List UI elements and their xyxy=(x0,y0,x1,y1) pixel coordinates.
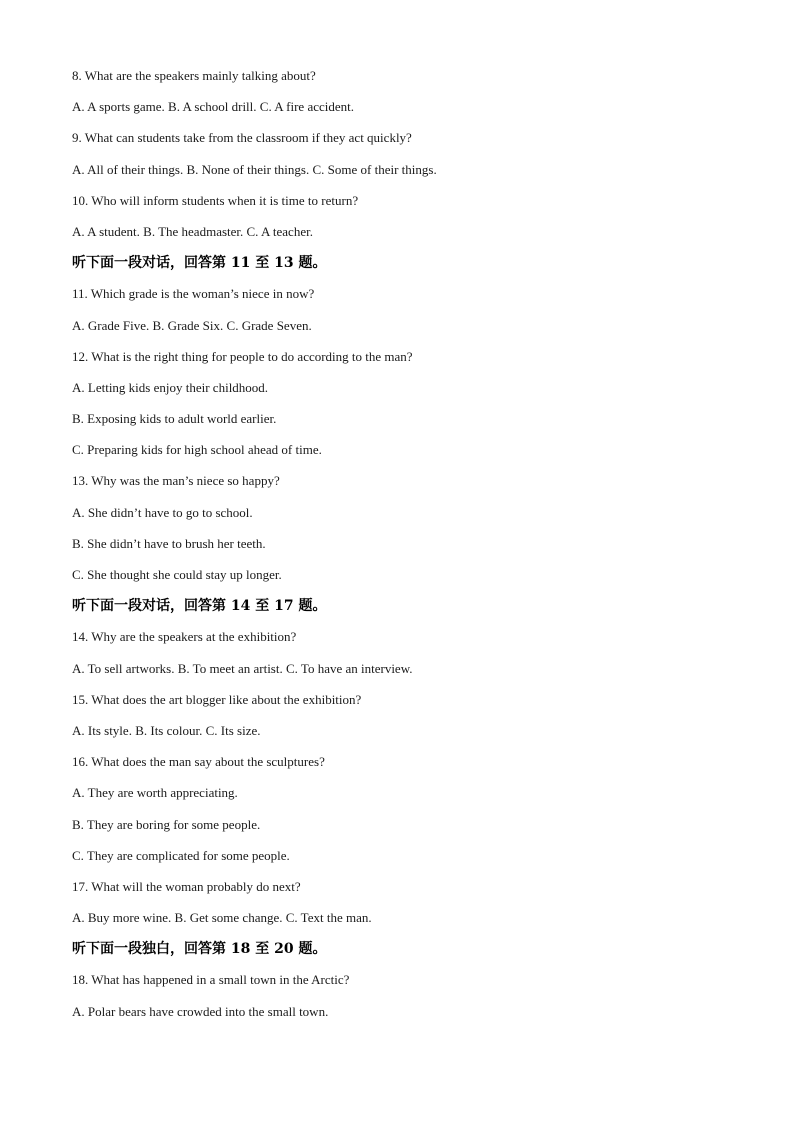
question-9: 9. What can students take from the classroom if they act quickly? xyxy=(72,130,412,146)
options-10: A. A student. B. The headmaster. C. A teacher. xyxy=(72,223,313,239)
question-11: 11. Which grade is the woman’s niece in now? xyxy=(72,286,315,302)
option-13-c: C. She thought she could stay up longer. xyxy=(72,567,282,582)
question-15: 15. What does the art blogger like about the exhibition? xyxy=(72,691,362,707)
question-13: 13. Why was the man’s niece so happy? xyxy=(72,473,280,489)
option-16-c: C. They are complicated for some people. xyxy=(72,847,290,863)
option-12-a: A. Letting kids enjoy their childhood. xyxy=(72,379,269,395)
options-11: A. Grade Five. B. Grade Six. C. Grade Seven. xyxy=(72,317,312,333)
options-14: A. To sell artworks. B. To meet an artist. C. To have an interview. xyxy=(72,660,413,676)
question-12: 12. What is the right thing for people to do according to the man? xyxy=(72,348,413,364)
question-14: 14. Why are the speakers at the exhibition? xyxy=(72,629,297,645)
options-8: A. A sports game. B. A school drill. C. A fire accident. xyxy=(72,99,355,115)
option-16-b: B. They are boring for some people. xyxy=(72,816,261,832)
options-15: A. Its style. B. Its colour. C. Its size. xyxy=(72,722,261,738)
question-10: 10. Who will inform students when it is time to return? xyxy=(72,192,359,208)
option-16-a: A. They are worth appreciating. xyxy=(72,785,238,801)
question-18: 18. What has happened in a small town in the Arctic? xyxy=(72,972,350,988)
option-12-b: B. Exposing kids to adult world earlier. xyxy=(72,411,277,427)
question-8: 8. What are the speakers mainly talking about? xyxy=(72,68,316,83)
options-9: A. All of their things. B. None of their things. C. Some of their things. xyxy=(72,161,437,177)
option-13-a: A. She didn’t have to go to school. xyxy=(72,504,253,520)
question-16: 16. What does the man say about the sculptures? xyxy=(72,754,325,770)
section-heading-14-17: 听下面一段对话，回答第 14 至 17 题。 xyxy=(72,598,327,615)
option-12-c: C. Preparing kids for high school ahead of time. xyxy=(72,442,322,458)
section-heading-18-20: 听下面一段独白，回答第 18 至 20 题。 xyxy=(72,941,327,958)
option-13-b: B. She didn’t have to brush her teeth. xyxy=(72,535,266,551)
question-17: 17. What will the woman probably do next? xyxy=(72,878,301,894)
options-17: A. Buy more wine. B. Get some change. C. Text the man. xyxy=(72,910,372,926)
section-heading-11-13: 听下面一段对话，回答第 11 至 13 题。 xyxy=(72,255,327,272)
document-body xyxy=(72,66,752,1033)
option-18-a: A. Polar bears have crowded into the small town. xyxy=(72,1003,329,1019)
